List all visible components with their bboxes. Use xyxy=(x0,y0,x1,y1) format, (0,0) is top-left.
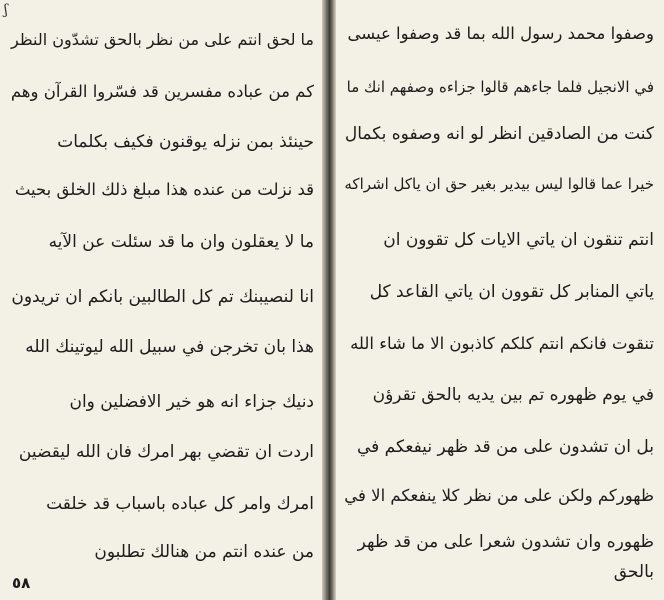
right-page xyxy=(336,0,664,600)
book-gutter xyxy=(322,0,336,600)
corner-pencil-mark: ʃ xyxy=(4,2,8,18)
right-line-1: وصفوا محمد رسول الله بما قد وصفوا عيسى xyxy=(347,24,654,43)
right-line-5: انتم تنقون ان ياتي الايات كل تقوون ان xyxy=(383,230,654,250)
right-line-10: ظهوركم ولكن على من نظر كلا ينفعكم الا في xyxy=(344,486,654,505)
right-line-9: بل ان تشدون على من قد ظهر نيفعكم في xyxy=(356,437,654,457)
left-line-8: دنيك جزاء انه هو خير الافضلين وان xyxy=(69,392,314,412)
left-line-10: امرك وامر كل عباده باسباب قد خلقت xyxy=(46,494,314,514)
left-line-9: اردت ان تقضي بهر امرك فان الله ليقضين xyxy=(18,442,314,462)
right-line-3: كنت من الصادقين انظر لو انه وصفوه بكمال xyxy=(344,124,654,144)
left-line-7: هذا بان تخرجن في سبيل الله ليوتينك الله xyxy=(25,337,314,357)
right-line-11: ظهوره وان تشدون شعرا على من قد ظهر xyxy=(357,532,654,552)
right-line-6: ياتي المنابر كل تقوون ان ياتي القاعد كل xyxy=(369,282,654,302)
left-line-6: انا لنصيبنك تم كل الطالبين بانكم ان تريدون xyxy=(11,287,314,307)
left-page xyxy=(0,0,322,600)
right-line-2: في الانجيل فلما جاءهم قالوا جزاءه وصفهم انك ما xyxy=(346,78,654,96)
left-line-2: كم من عباده مفسرين قد فسّروا القرآن وهم xyxy=(10,82,314,101)
left-line-1: ما لحق انتم على من نظر بالحق تشدّون النظر xyxy=(11,30,314,49)
left-line-3: حينئذ بمن نزله يوقنون فكيف بكلمات xyxy=(57,132,314,152)
right-line-12: بالحق xyxy=(613,562,654,582)
right-line-4: خيرا عما قالوا ليس بيدير بغير حق ان ياكل اشراكه xyxy=(344,175,654,193)
left-line-5: ما لا يعقلون وان ما قد سئلت عن الآيه xyxy=(48,232,314,252)
page-number: ٥٨ xyxy=(12,574,31,592)
left-line-11: من عنده انتم من هنالك تطلبون xyxy=(94,542,314,562)
right-line-7: تنقوت فانكم انتم كلكم كاذبون الا ما شاء الله xyxy=(350,334,654,353)
left-line-4: قد نزلت من عنده هذا مبلغ ذلك الخلق بحيث xyxy=(14,180,314,199)
right-line-8: في يوم ظهوره تم بين يديه بالحق تقرؤن xyxy=(372,385,654,405)
